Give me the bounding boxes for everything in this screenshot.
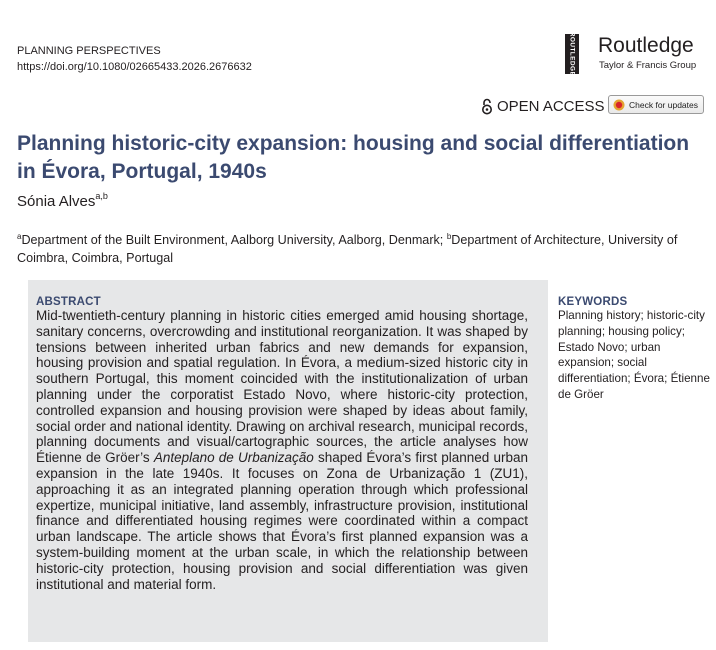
abstract-text	[36, 308, 528, 592]
author-affiliation-marks: a,b	[95, 191, 108, 201]
open-access-label: OPEN ACCESS	[497, 98, 605, 115]
keywords-heading: KEYWORDS	[558, 296, 628, 308]
journal-name: PLANNING PERSPECTIVES	[17, 45, 161, 57]
author-line	[17, 193, 108, 210]
affiliations	[17, 228, 712, 267]
author-name[interactable]: Sónia Alves	[17, 193, 96, 210]
journal-header	[17, 44, 252, 75]
affiliation-b: Department of Architecture, University of Coimbra, Coimbra, Portugal	[17, 233, 678, 265]
publisher-name: Routledge	[598, 34, 694, 57]
keywords-list: Planning history; historic-city planning; housing policy; Estado Novo; urban expansion; social differentiation; Évora; Étienne de Gröer	[558, 309, 710, 401]
abstract-text-start: Mid-twentieth-century planning in historic cities emerged amid housing shortage, sanitary concerns, overcrowding and institutional reorganization. It was shaped by tensions between inherited urban fabrics and new demands for expansion, housing provision and spatial regulation. In Évora, a medium-sized historic city in southern Portugal, this moment coincided with the institutionalization of urban planning under the corporatist Estado Novo, where historic-city protection, controlled expansion and housing provision were shaped by ideas about family, social order and national identity. Drawing on archival research, municipal records, planning documents and visual/cartographic sources, the article analyses how Étienne de Gröer’s	[36, 308, 528, 466]
publisher-subtitle: Taylor & Francis Group	[599, 60, 697, 71]
abstract-heading: ABSTRACT	[36, 296, 101, 308]
article-title: Planning historic-city expansion: housing and social differentiation in Évora, Portugal, 1940s	[17, 132, 690, 183]
abstract-text-end: shaped Évora’s first planned urban expansion in the late 1940s. It focuses on Zona de Urbanização 1 (ZU1), approaching it as an integrated planning operation through which professional expertize, municipal initiative, land assembly, infrastructure provision, institutional finance and differentiated housing regimes were coordinated within a compact urban landscape. The article shows that Évora’s first planned expansion was a system-building moment at the urban scale, in which the relationship between historic-city protection, housing provision and social differentiation was given institutional and material form.	[36, 450, 528, 592]
abstract-italic-title: Anteplano de Urbanização	[153, 450, 314, 466]
check-updates-label: Check for updates	[629, 99, 698, 110]
affiliation-b-mark: b	[446, 232, 452, 241]
abstract-box	[28, 280, 548, 642]
publisher-side-tab	[565, 31, 579, 77]
affiliation-a-mark: a	[17, 232, 22, 241]
open-access-badge	[481, 98, 605, 115]
doi-link[interactable]: https://doi.org/10.1080/02665433.2026.2676632	[17, 60, 252, 73]
check-for-updates-button[interactable]	[608, 95, 704, 114]
check-updates-icon	[613, 99, 625, 111]
publisher-side-text: ROUTLEDGE	[568, 31, 576, 77]
open-access-lock-icon	[481, 98, 493, 115]
affiliation-a: Department of the Built Environment, Aalborg University, Aalborg, Denmark;	[21, 233, 447, 248]
